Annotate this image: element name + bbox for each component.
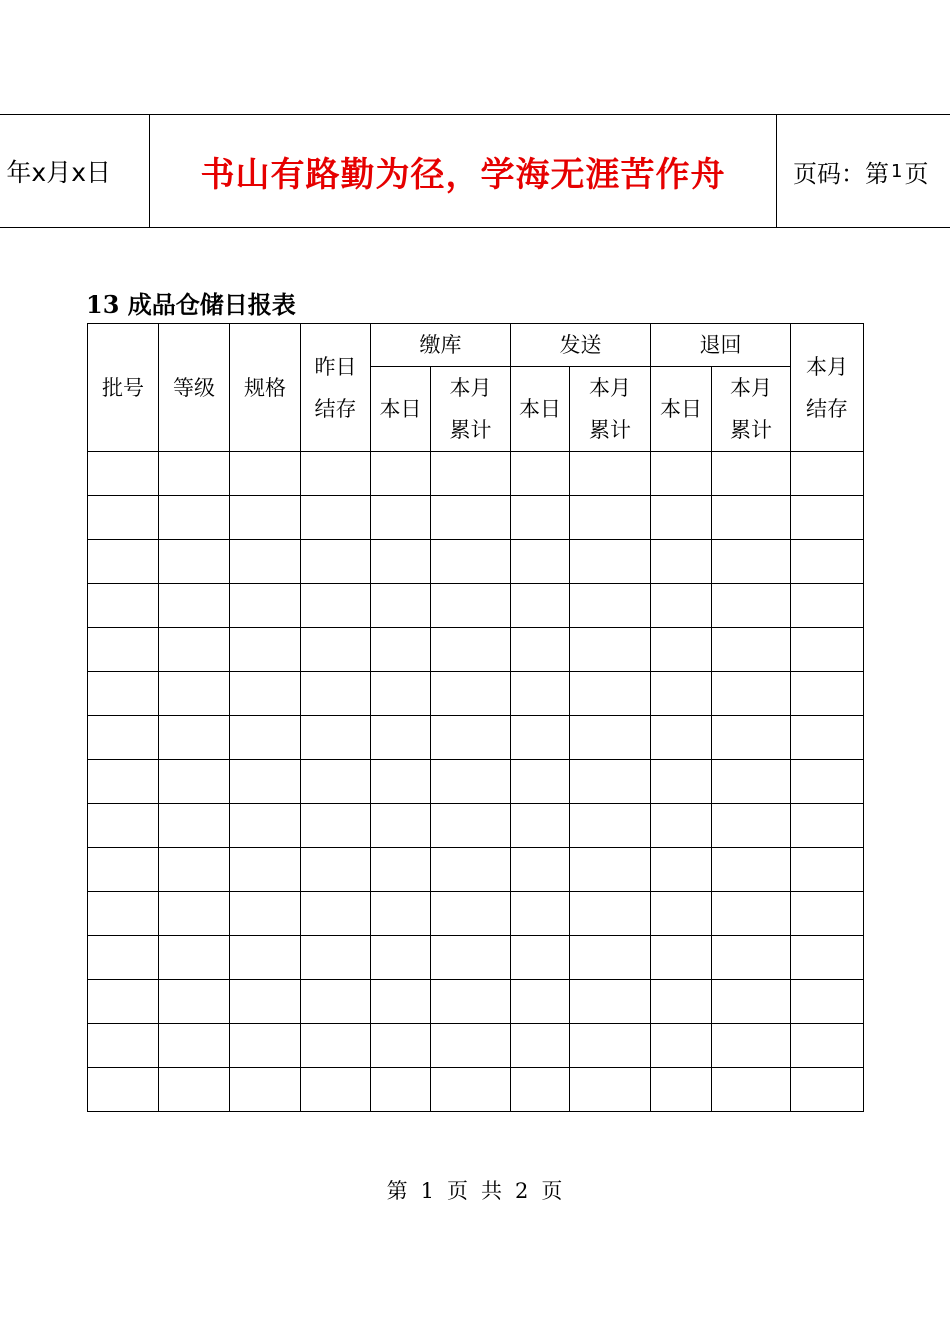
table-cell[interactable]	[651, 584, 712, 628]
table-cell[interactable]	[230, 1024, 301, 1068]
table-row	[88, 716, 864, 760]
page-header	[0, 114, 950, 228]
table-cell[interactable]	[712, 540, 791, 584]
col-prev-stock-line1: 昨日	[314, 354, 357, 379]
header-row-1	[88, 324, 864, 367]
table-cell[interactable]	[511, 980, 570, 1024]
table-cell[interactable]	[88, 980, 159, 1024]
table-cell[interactable]	[88, 936, 159, 980]
table-cell[interactable]	[431, 1068, 511, 1112]
footer-w4: 页	[541, 1179, 564, 1203]
table-cell[interactable]	[651, 848, 712, 892]
table-cell[interactable]	[230, 584, 301, 628]
table-cell[interactable]	[511, 672, 570, 716]
table-cell[interactable]	[791, 936, 864, 980]
table-row	[88, 496, 864, 540]
table-cell[interactable]	[371, 980, 431, 1024]
table-cell[interactable]	[159, 628, 230, 672]
table-cell[interactable]	[791, 848, 864, 892]
table-cell[interactable]	[570, 628, 651, 672]
table-cell[interactable]	[301, 1024, 371, 1068]
table-cell[interactable]	[371, 936, 431, 980]
table-cell[interactable]	[570, 452, 651, 496]
table-cell[interactable]	[570, 584, 651, 628]
table-cell[interactable]	[712, 1024, 791, 1068]
col-grade: 等级	[159, 324, 230, 452]
table-cell[interactable]	[712, 848, 791, 892]
report-table	[87, 323, 864, 1112]
table-cell[interactable]	[791, 628, 864, 672]
table-cell[interactable]	[511, 1068, 570, 1112]
table-row	[88, 452, 864, 496]
table-cell[interactable]	[431, 540, 511, 584]
page-label: 页码：第	[793, 159, 889, 188]
table-cell[interactable]	[159, 1068, 230, 1112]
return-month-total	[712, 367, 791, 452]
out-month-total	[570, 367, 651, 452]
table-cell[interactable]	[88, 584, 159, 628]
table-cell[interactable]	[791, 760, 864, 804]
table-cell[interactable]	[301, 1068, 371, 1112]
table-cell[interactable]	[570, 804, 651, 848]
table-cell[interactable]	[88, 892, 159, 936]
table-cell[interactable]	[88, 1068, 159, 1112]
in-month-total	[431, 367, 511, 452]
table-cell[interactable]	[712, 980, 791, 1024]
table-cell[interactable]	[712, 452, 791, 496]
table-cell[interactable]	[301, 848, 371, 892]
table-cell[interactable]	[511, 540, 570, 584]
group-in: 缴库	[371, 324, 511, 367]
table-cell[interactable]	[301, 892, 371, 936]
table-cell[interactable]	[371, 540, 431, 584]
table-cell[interactable]	[88, 628, 159, 672]
table-cell[interactable]	[88, 452, 159, 496]
table-cell[interactable]	[651, 716, 712, 760]
table-cell[interactable]	[511, 760, 570, 804]
table-cell[interactable]	[651, 628, 712, 672]
col-month-stock-line2: 结存	[806, 396, 848, 421]
table-cell[interactable]	[511, 848, 570, 892]
table-cell[interactable]	[651, 760, 712, 804]
table-row	[88, 540, 864, 584]
table-cell[interactable]	[230, 804, 301, 848]
table-cell[interactable]	[511, 804, 570, 848]
table-cell[interactable]	[511, 496, 570, 540]
table-cell[interactable]	[431, 672, 511, 716]
table-cell[interactable]	[712, 672, 791, 716]
table-cell[interactable]	[230, 980, 301, 1024]
table-cell[interactable]	[570, 672, 651, 716]
table-cell[interactable]	[651, 452, 712, 496]
table-cell[interactable]	[570, 540, 651, 584]
table-cell[interactable]	[511, 628, 570, 672]
table-cell[interactable]	[570, 936, 651, 980]
table-cell[interactable]	[88, 804, 159, 848]
table-cell[interactable]	[791, 496, 864, 540]
page-footer	[0, 1175, 950, 1205]
table-cell[interactable]	[301, 628, 371, 672]
table-cell[interactable]	[570, 496, 651, 540]
table-cell[interactable]	[159, 892, 230, 936]
table-cell[interactable]	[88, 496, 159, 540]
table-cell[interactable]	[371, 1068, 431, 1112]
table-cell[interactable]	[230, 496, 301, 540]
table-cell[interactable]	[230, 628, 301, 672]
table-cell[interactable]	[791, 716, 864, 760]
table-cell[interactable]	[159, 584, 230, 628]
page-suffix: 页	[904, 159, 929, 188]
table-cell[interactable]	[301, 540, 371, 584]
table-cell[interactable]	[88, 848, 159, 892]
table-cell[interactable]	[431, 980, 511, 1024]
table-cell[interactable]	[230, 848, 301, 892]
table-cell[interactable]	[651, 1068, 712, 1112]
table-cell[interactable]	[301, 804, 371, 848]
document-title: 13 成品仓储日报表	[86, 290, 296, 319]
footer-total: 2	[515, 1179, 530, 1203]
table-cell[interactable]	[301, 980, 371, 1024]
table-cell[interactable]	[651, 496, 712, 540]
table-cell[interactable]	[230, 452, 301, 496]
table-row	[88, 980, 864, 1024]
table-cell[interactable]	[651, 980, 712, 1024]
col-month-stock-line1: 本月	[806, 354, 848, 379]
table-row	[88, 1024, 864, 1068]
in-month-line1: 本月	[449, 376, 492, 400]
in-month-line2: 累计	[449, 418, 492, 442]
table-cell[interactable]	[371, 584, 431, 628]
table-cell[interactable]	[570, 980, 651, 1024]
table-row	[88, 672, 864, 716]
table-cell[interactable]	[712, 584, 791, 628]
return-today: 本日	[651, 367, 712, 452]
header-page-number	[777, 115, 950, 227]
col-batch: 批号	[88, 324, 159, 452]
table-cell[interactable]	[791, 804, 864, 848]
table-cell[interactable]	[371, 760, 431, 804]
table-cell[interactable]	[88, 672, 159, 716]
table-cell[interactable]	[230, 716, 301, 760]
table-cell[interactable]	[791, 892, 864, 936]
table-cell[interactable]	[301, 760, 371, 804]
table-cell[interactable]	[651, 1024, 712, 1068]
table-row	[88, 892, 864, 936]
table-cell[interactable]	[570, 760, 651, 804]
table-cell[interactable]	[301, 936, 371, 980]
table-cell[interactable]	[371, 672, 431, 716]
table-cell[interactable]	[230, 936, 301, 980]
table-body	[88, 452, 864, 1112]
out-month-line2: 累计	[589, 418, 631, 442]
table-cell[interactable]	[570, 1068, 651, 1112]
table-cell[interactable]	[159, 716, 230, 760]
table-cell[interactable]	[159, 540, 230, 584]
col-prev-stock	[301, 324, 371, 452]
table-cell[interactable]	[712, 716, 791, 760]
table-cell[interactable]	[159, 496, 230, 540]
table-cell[interactable]	[791, 980, 864, 1024]
table-cell[interactable]	[371, 716, 431, 760]
footer-w1: 第	[386, 1179, 409, 1203]
table-cell[interactable]	[431, 452, 511, 496]
table-cell[interactable]	[791, 1068, 864, 1112]
table-cell[interactable]	[88, 716, 159, 760]
table-cell[interactable]	[88, 760, 159, 804]
table-cell[interactable]	[371, 1024, 431, 1068]
footer-w3: 共	[481, 1179, 503, 1203]
footer-w2: 页	[447, 1179, 469, 1203]
table-cell[interactable]	[712, 804, 791, 848]
table-cell[interactable]	[431, 716, 511, 760]
table-cell[interactable]	[431, 936, 511, 980]
table-cell[interactable]	[159, 936, 230, 980]
table-row	[88, 760, 864, 804]
table-cell[interactable]	[431, 804, 511, 848]
table-cell[interactable]	[511, 716, 570, 760]
col-month-stock	[791, 324, 864, 452]
table-cell[interactable]	[431, 628, 511, 672]
table-row	[88, 804, 864, 848]
table-cell[interactable]	[651, 804, 712, 848]
table-cell[interactable]	[230, 760, 301, 804]
table-cell[interactable]	[570, 1024, 651, 1068]
table-cell[interactable]	[431, 1024, 511, 1068]
in-today: 本日	[371, 367, 431, 452]
page-num: 1	[891, 160, 903, 182]
table-cell[interactable]	[371, 628, 431, 672]
table-cell[interactable]	[431, 760, 511, 804]
table-cell[interactable]	[301, 716, 371, 760]
table-cell[interactable]	[230, 1068, 301, 1112]
table-cell[interactable]	[511, 452, 570, 496]
table-cell[interactable]	[431, 496, 511, 540]
group-return: 退回	[651, 324, 791, 367]
table-cell[interactable]	[88, 540, 159, 584]
table-cell[interactable]	[651, 936, 712, 980]
table-cell[interactable]	[791, 1024, 864, 1068]
table-cell[interactable]	[651, 892, 712, 936]
out-month-line1: 本月	[589, 376, 631, 400]
table-cell[interactable]	[159, 848, 230, 892]
header-motto: 书山有路勤为径，学海无涯苦作舟	[150, 115, 777, 227]
table-cell[interactable]	[431, 892, 511, 936]
col-spec: 规格	[230, 324, 301, 452]
table-cell[interactable]	[230, 540, 301, 584]
table-cell[interactable]	[371, 848, 431, 892]
table-cell[interactable]	[791, 540, 864, 584]
table-row	[88, 584, 864, 628]
table-cell[interactable]	[511, 892, 570, 936]
table-cell[interactable]	[570, 848, 651, 892]
table-cell[interactable]	[651, 540, 712, 584]
table-cell[interactable]	[371, 804, 431, 848]
table-cell[interactable]	[651, 672, 712, 716]
table-cell[interactable]	[371, 892, 431, 936]
table-cell[interactable]	[712, 1068, 791, 1112]
table-cell[interactable]	[159, 760, 230, 804]
header-date: 年x月x日	[0, 115, 150, 227]
table-cell[interactable]	[791, 452, 864, 496]
table-cell[interactable]	[431, 584, 511, 628]
table-cell[interactable]	[159, 980, 230, 1024]
table-cell[interactable]	[791, 584, 864, 628]
table-row	[88, 936, 864, 980]
table-cell[interactable]	[230, 672, 301, 716]
table-cell[interactable]	[511, 584, 570, 628]
table-cell[interactable]	[301, 672, 371, 716]
table-cell[interactable]	[159, 672, 230, 716]
table-cell[interactable]	[431, 848, 511, 892]
table-cell[interactable]	[712, 936, 791, 980]
table-cell[interactable]	[230, 892, 301, 936]
table-cell[interactable]	[570, 716, 651, 760]
table-cell[interactable]	[712, 760, 791, 804]
table-cell[interactable]	[301, 496, 371, 540]
table-row	[88, 848, 864, 892]
table-row	[88, 1068, 864, 1112]
table-cell[interactable]	[159, 804, 230, 848]
col-prev-stock-line2: 结存	[314, 396, 357, 421]
table-cell[interactable]	[511, 1024, 570, 1068]
table-cell[interactable]	[712, 892, 791, 936]
table-cell[interactable]	[159, 452, 230, 496]
table-cell[interactable]	[511, 936, 570, 980]
table-row	[88, 628, 864, 672]
table-cell[interactable]	[301, 452, 371, 496]
footer-page: 1	[420, 1179, 435, 1203]
table-cell[interactable]	[570, 892, 651, 936]
table-cell[interactable]	[159, 1024, 230, 1068]
return-month-line2: 累计	[730, 418, 772, 442]
table-cell[interactable]	[301, 584, 371, 628]
table-cell[interactable]	[791, 672, 864, 716]
table-cell[interactable]	[712, 496, 791, 540]
out-today: 本日	[511, 367, 570, 452]
return-month-line1: 本月	[730, 376, 772, 400]
table-cell[interactable]	[371, 452, 431, 496]
group-out: 发送	[511, 324, 651, 367]
table-cell[interactable]	[88, 1024, 159, 1068]
table-cell[interactable]	[371, 496, 431, 540]
table-cell[interactable]	[712, 628, 791, 672]
